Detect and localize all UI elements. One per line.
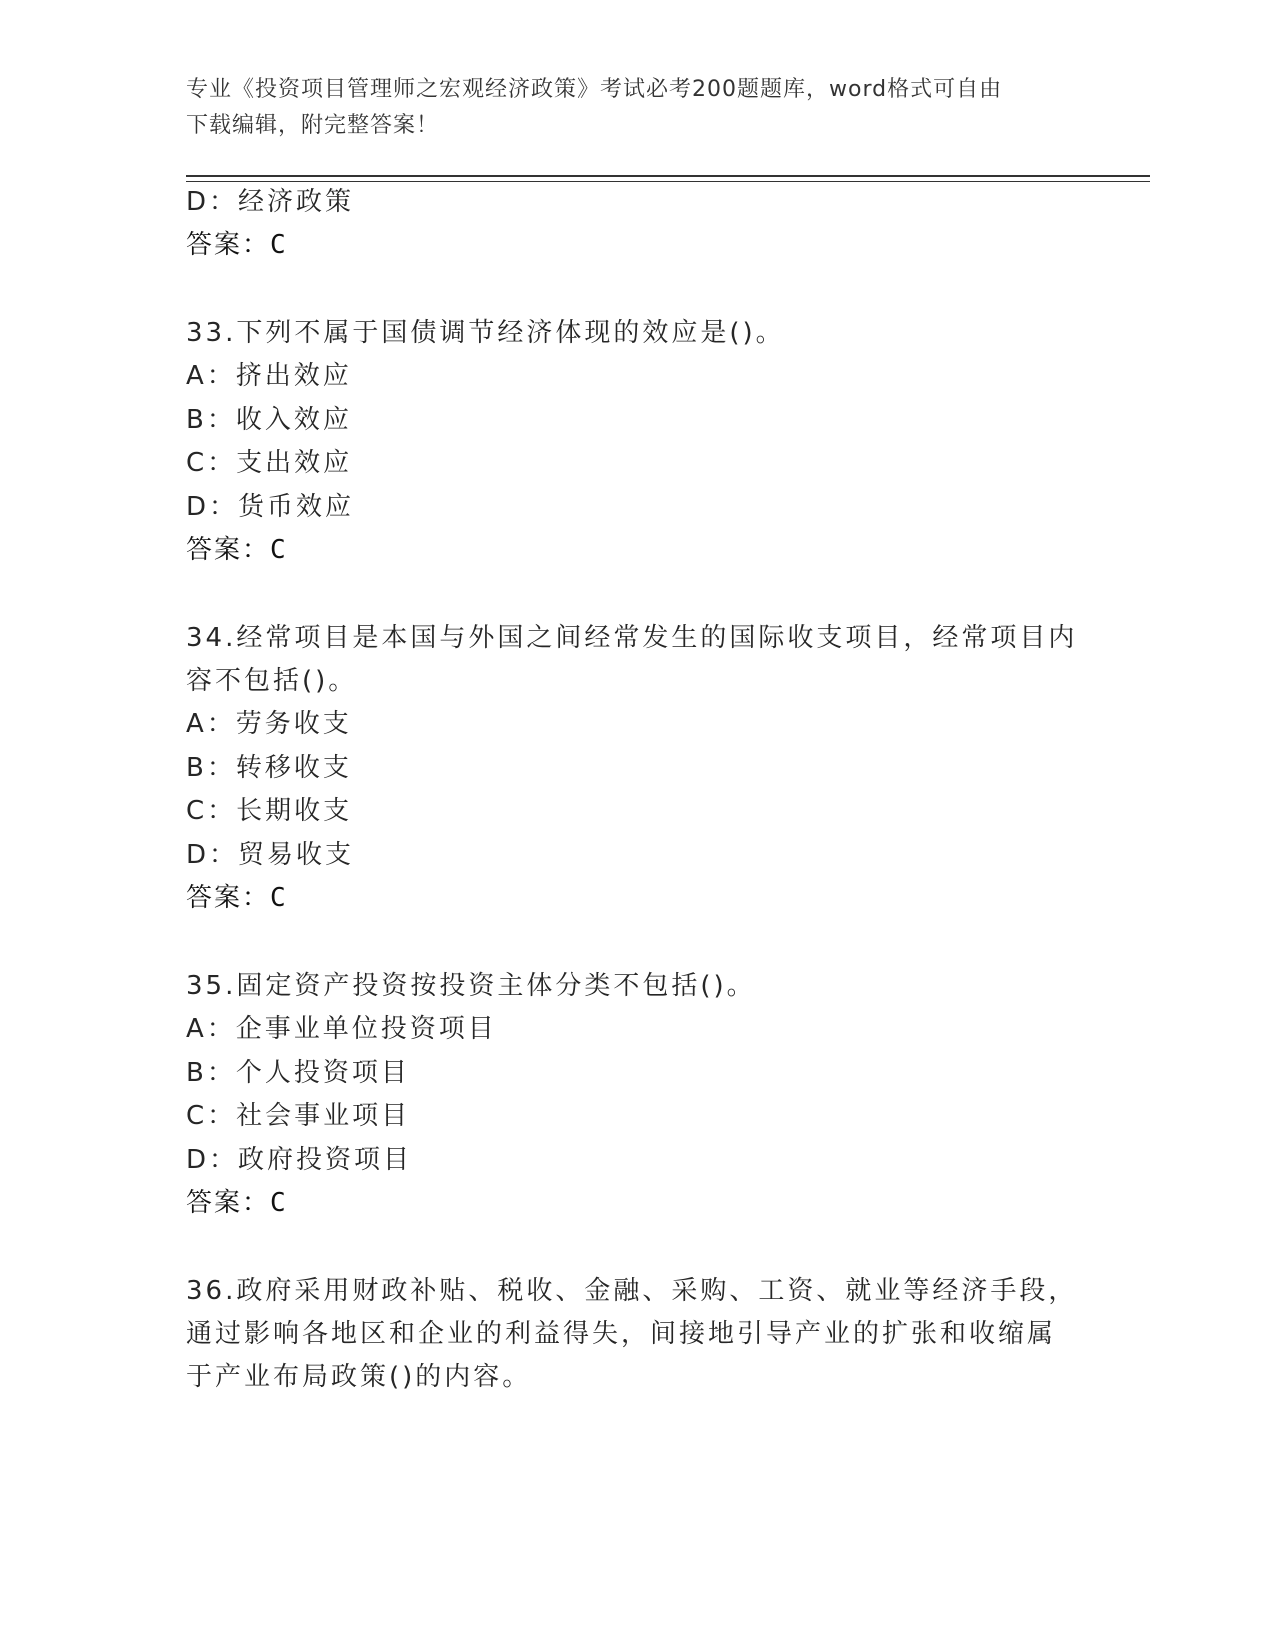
question-36-stem-line-2: 通过影响各地区和企业的利益得失，间接地引导产业的扩张和收缩属 (186, 1319, 1057, 1349)
question-33-option-c: C：支出效应 (186, 448, 353, 478)
question-35-option-d: D：政府投资项目 (186, 1145, 413, 1175)
prev-option-d: D：经济政策 (186, 187, 355, 217)
question-33-answer (186, 530, 288, 570)
answer-value: C (270, 535, 288, 565)
question-34-option-c: C：长期收支 (186, 796, 353, 826)
answer-label: 答案： (186, 230, 271, 260)
question-33-option-a: A：挤出效应 (186, 361, 352, 391)
question-35-stem: 35.固定资产投资按投资主体分类不包括()。 (186, 971, 756, 1001)
question-34-stem-line-2: 容不包括()。 (186, 666, 358, 696)
header-line-1: 专业《投资项目管理师之宏观经济政策》考试必考200题题库，word格式可自由 (186, 77, 1003, 102)
question-34-option-a: A：劳务收支 (186, 709, 352, 739)
question-33-stem: 33.下列不属于国债调节经济体现的效应是()。 (186, 318, 785, 348)
answer-label: 答案： (186, 883, 271, 913)
question-35-option-a: A：企事业单位投资项目 (186, 1014, 497, 1044)
document-header (186, 72, 1066, 144)
prev-answer (186, 225, 288, 265)
question-34-option-d: D：贸易收支 (186, 840, 355, 870)
question-33-option-b: B：收入效应 (186, 405, 352, 435)
answer-value: C (270, 230, 288, 260)
answer-label: 答案： (186, 535, 271, 565)
answer-label: 答案： (186, 1188, 271, 1218)
header-line-2: 下载编辑，附完整答案！ (186, 113, 440, 138)
question-34-answer (186, 878, 288, 918)
question-36-stem-line-3: 于产业布局政策()的内容。 (186, 1362, 532, 1392)
answer-value: C (270, 883, 288, 913)
question-34-option-b: B：转移收支 (186, 753, 352, 783)
question-33-option-d: D：货币效应 (186, 492, 355, 522)
header-divider-thick (186, 175, 1150, 177)
question-36-stem-line-1: 36.政府采用财政补贴、税收、金融、采购、工资、就业等经济手段， (186, 1276, 1078, 1306)
question-35-option-c: C：社会事业项目 (186, 1101, 411, 1131)
question-35-option-b: B：个人投资项目 (186, 1058, 410, 1088)
answer-value: C (270, 1188, 288, 1218)
question-34-stem-line-1: 34.经常项目是本国与外国之间经常发生的国际收支项目，经常项目内 (186, 623, 1078, 653)
question-35-answer (186, 1183, 288, 1223)
